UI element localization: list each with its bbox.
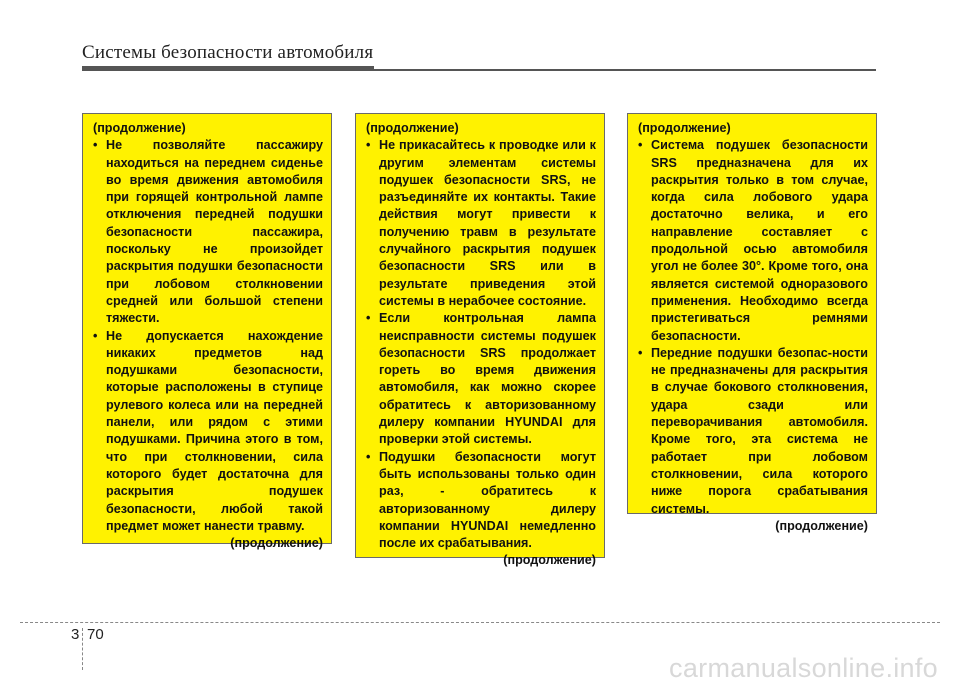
warning-box-1 xyxy=(82,113,332,551)
footer-divider xyxy=(20,622,940,623)
watermark: carmanualsonline.info xyxy=(669,653,938,683)
warning-bullet: • Не позволяйте пассажиру находиться на переднем сиденье во время движения автомобиля при горящей контрольной лампе отключения передней подушки безопасности пассажира, поскольку не произойдет раскрытия подушки безопасности при лобовом столкновении средней или большой степени тяжести. xyxy=(91,137,323,327)
warning-box-2 xyxy=(355,113,605,568)
page-header-title: Системы безопасности автомобиля xyxy=(82,42,374,63)
page-number: 70 xyxy=(87,626,104,643)
footer-vertical-divider xyxy=(82,628,83,670)
continued-label-top: (продолжение) xyxy=(638,121,731,135)
warning-list xyxy=(364,137,596,552)
continued-label-top: (продолжение) xyxy=(366,121,459,135)
header-rule-thin xyxy=(374,69,876,71)
section-number: 3 xyxy=(71,626,80,643)
warning-bullet: • Не допускается нахождение никаких предметов над подушками безопасности, которые расположены в ступице рулевого колеса или на передней панели, или рядом с этими подушками. Причина этого в том, что при столкновении, сила которого будет достаточна для раскрытия подушек безопасности, любой такой предмет может нанести травму. xyxy=(91,328,323,536)
header-rule-thick xyxy=(82,66,374,71)
continued-label-top: (продолжение) xyxy=(93,121,186,135)
warning-bullet: • Если контрольная лампа неисправности системы подушек безопасности SRS продолжает гореть во время движения автомобиля, как можно скорее обратитесь к авторизованному дилеру компании HYUNDAI для проверки этой системы. xyxy=(364,310,596,448)
continued-label-bottom: (продолжение) xyxy=(775,518,868,533)
warning-bullet: • Передние подушки безопас-ности не предназначены для раскрытия в случае бокового столкновения, удара сзади или переворачивания автомобиля. Кроме того, эта система не работает при лобовом столкновении, сила которого ниже порога срабатывания системы. xyxy=(636,345,868,518)
warning-list xyxy=(91,137,323,535)
warning-bullet: • Система подушек безопасности SRS предназначена для их раскрытия только в том случае, когда сила лобового удара достаточно велика, и его направление составляет с продольной осью автомобиля угол не более 30°. Кроме того, она является системой одноразового применения. Необходимо всегда пристегиваться ремнями безопасности. xyxy=(636,137,868,345)
warning-bullet: • Не прикасайтесь к проводке или к другим элементам системы подушек безопасности SRS, не разъединяйте их контакты. Такие действия могут привести к получению травм в результате случайного раскрытия подушек безопасности SRS или в результате приведения этой системы в нерабочее состояние. xyxy=(364,137,596,310)
warning-box-3 xyxy=(627,113,877,533)
warning-list xyxy=(636,137,868,518)
continued-label-bottom: (продолжение) xyxy=(503,553,596,568)
continued-label-bottom: (продолжение) xyxy=(230,536,323,551)
warning-bullet: • Подушки безопасности могут быть использованы только один раз, - обратитесь к авторизованному дилеру компании HYUNDAI немедленно после их срабатывания. xyxy=(364,449,596,553)
